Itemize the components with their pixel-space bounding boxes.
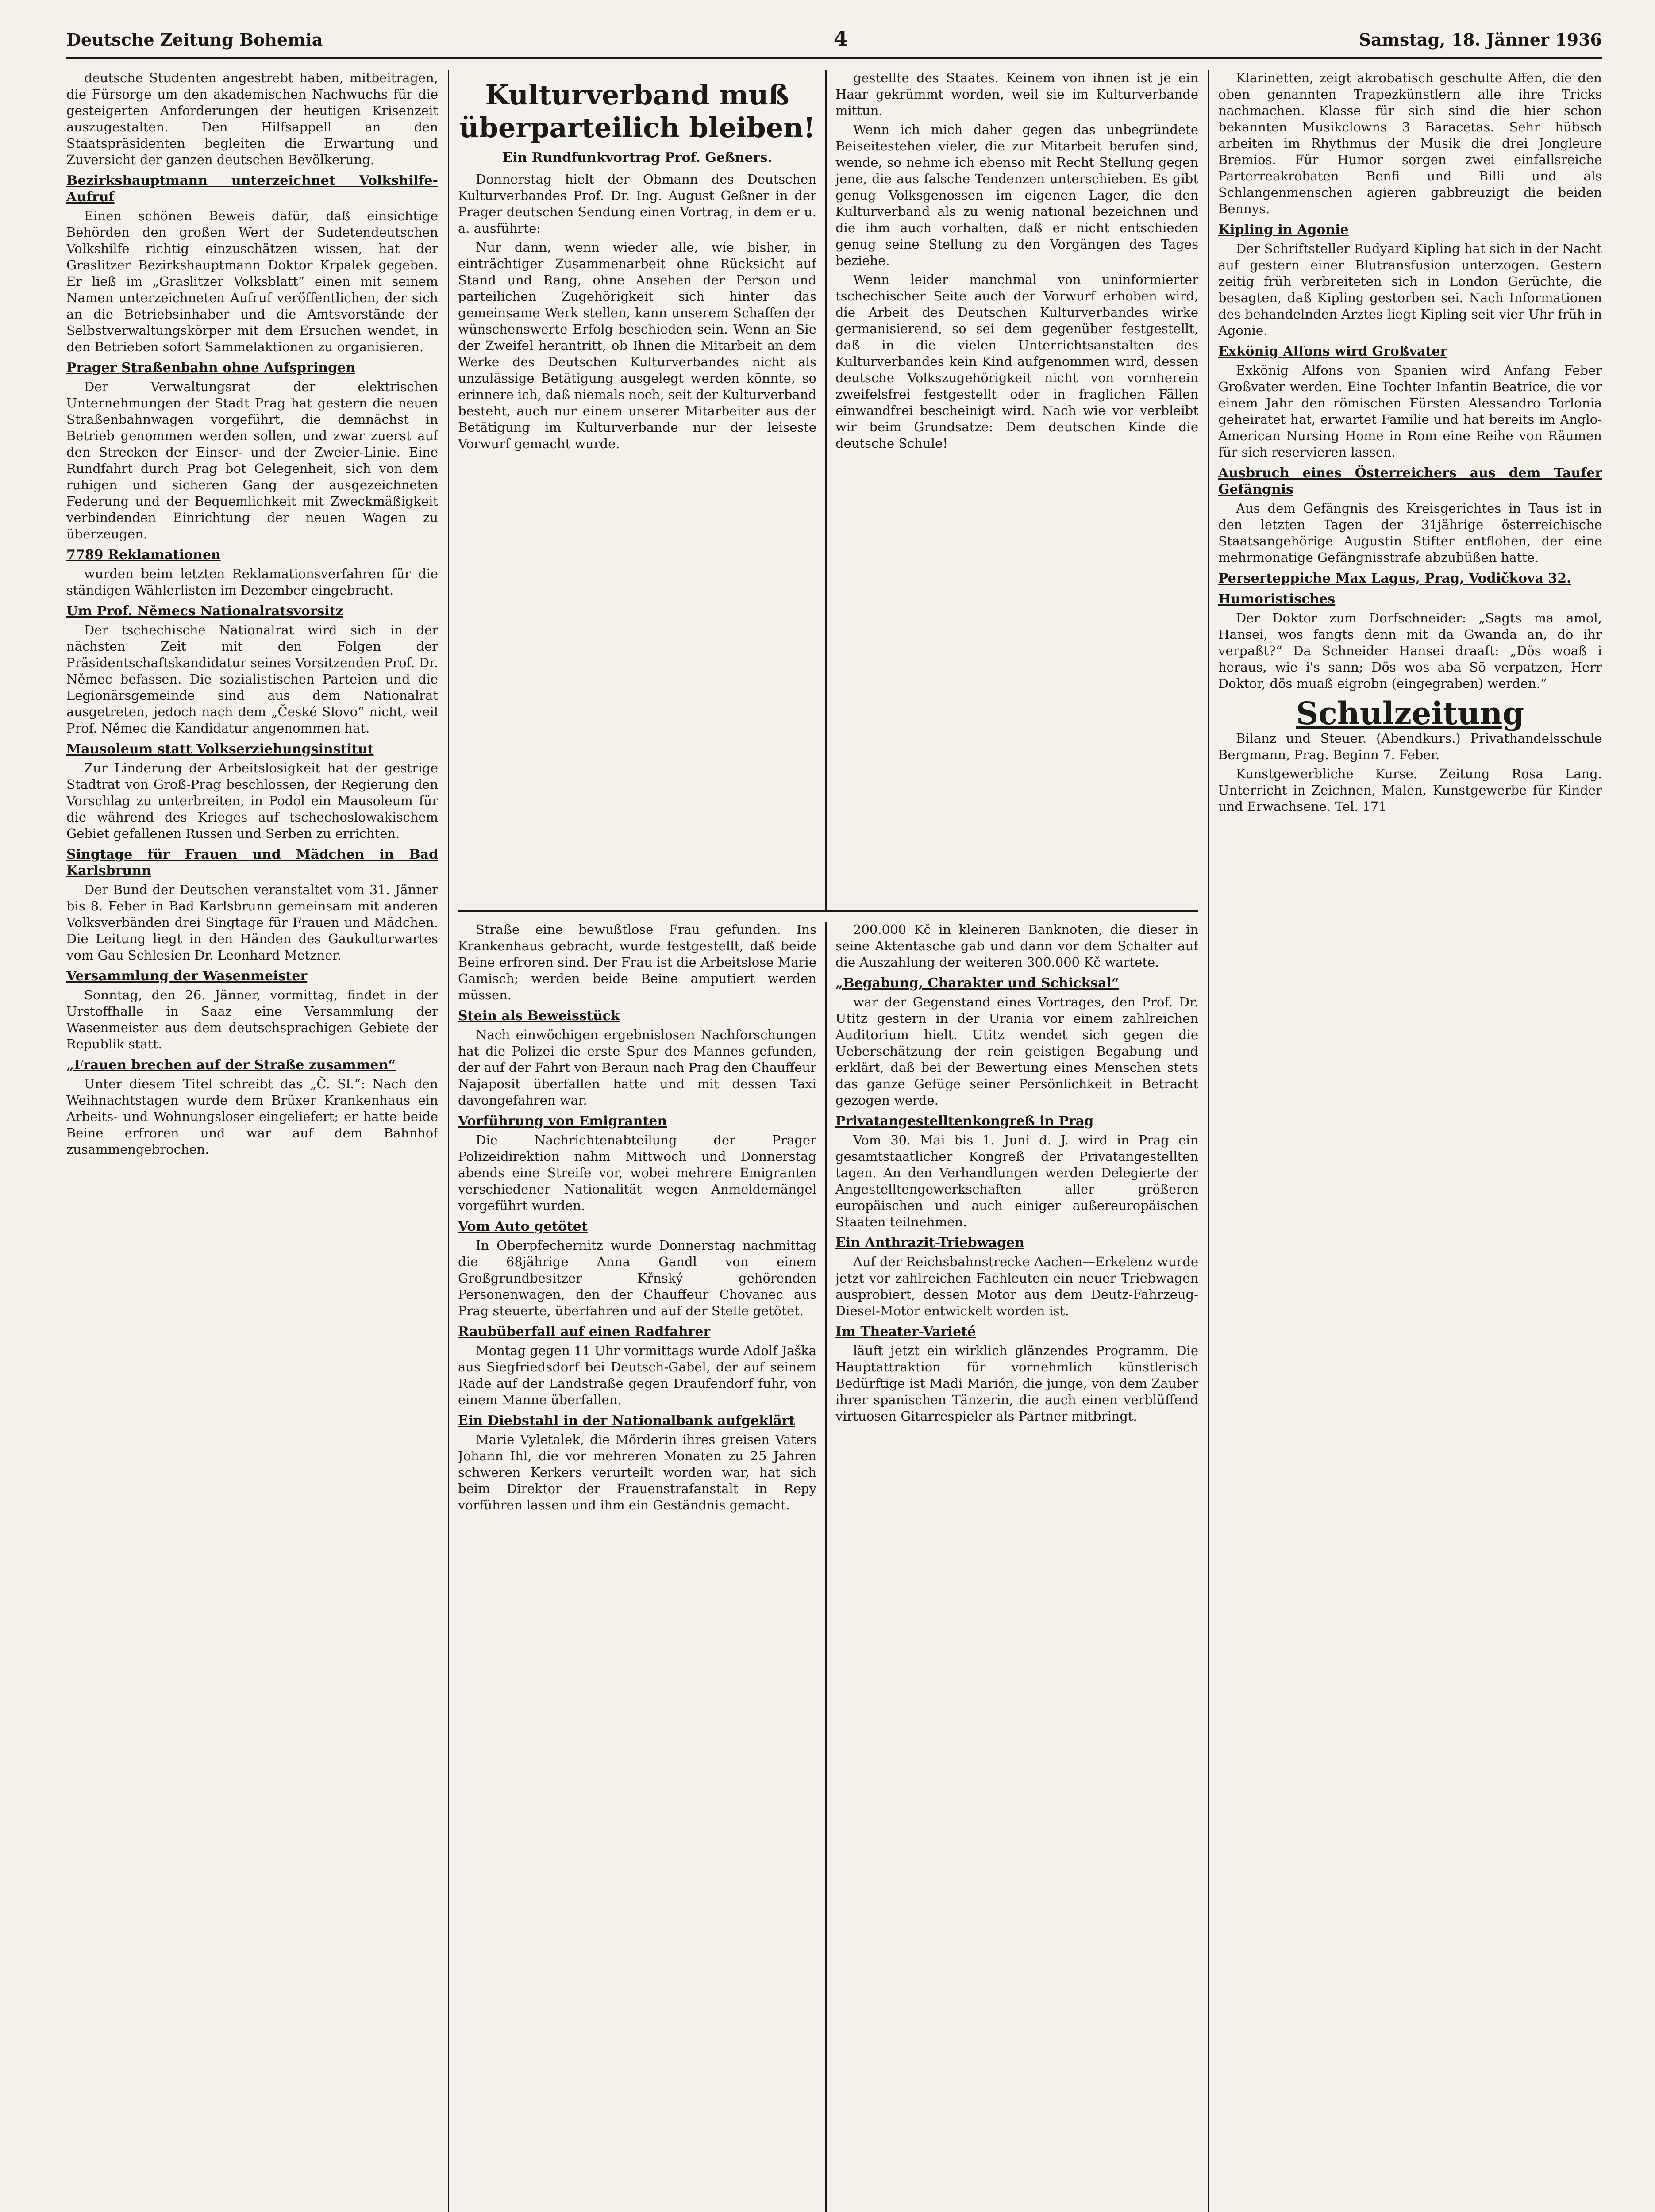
article-text: Auf der Reichsbahnstrecke Aachen—Erkelenz wurde jetzt vor zahlreichen Fachleuten ein neuer Triebwagen ausprobiert, dessen Motor aus dem Deutz-Fahrzeug-Diesel-Motor entwickelt worden ist. [835,1254,1198,1318]
article-text: Straße eine bewußtlose Frau gefunden. Ins Krankenhaus gebracht, wurde festgestellt, daß beide Beine erfroren sind. Der Frau ist die Arbeitslose Marie Gamisch; werden beide Beine amputiert werden müssen. [458,922,816,1002]
column-divider [825,70,827,910]
article-heading: „Begabung, Charakter und Schicksal“ [835,975,1120,991]
article-text: Aus dem Gefängnis des Kreisgerichtes in Taus ist in den letzten Tagen der 31jährige österreichische Staatsangehörige Augustin Stifter entflohen, der eine mehrmonatige Gefängnisstrafe abzubüßen hatte. [1218,501,1602,565]
article-heading: Mausoleum statt Volkserziehungsinstitut [66,741,374,757]
article-text: wurden beim letzten Reklamationsverfahren für die ständigen Wählerlisten im Dezember eingebracht. [66,566,438,598]
schulzeitung-title: Schulzeitung [1296,695,1524,732]
article-heading: Stein als Beweisstück [458,1008,620,1024]
article-text: Vom 30. Mai bis 1. Juni d. J. wird in Prag ein gesamtstaatlicher Kongreß der Privatangestellten tagen. An den Verhandlungen werden Delegierte der Angestelltengewerkschaften aller größeren europäischen und auch einiger außereuropäischen Staaten teilnehmen. [835,1133,1198,1229]
column-3-upper [835,70,1198,902]
article-text: Einen schönen Beweis dafür, daß einsichtige Behörden den großen Wert der Sudetendeutschen Volkshilfe richtig einzuschätzen wissen, hat der Graslitzer Bezirkshauptmann Doktor Krpalek gegeben. Er ließ im „Graslitzer Volksblatt“ einen mit seinem Namen unterzeichneten Aufruf veröffentlichen, der sich an die Betriebsinhaber und die Amtsvorstände der Selbstverwaltungskörper mit dem Ersuchen wendet, in den Betrieben sofort Sammelaktionen zu organisieren. [66,208,438,354]
article-heading: Versammlung der Wasenmeister [66,968,308,984]
article-text: war der Gegenstand eines Vortrages, den Prof. Dr. Utitz gestern in der Urania vor einem zahlreichen Auditorium hielt. Utitz wendet sich gegen die Ueberschätzung der rein geistigen Begabung und erklärt, daß bei der Bewertung eines Menschen stets das ganze Gefüge seiner Persönlichkeit in Betracht gezogen werde. [835,995,1198,1108]
article-text: Unter diesem Titel schreibt das „Č. Sl.“: Nach den Weihnachtstagen wurde dem Brüxer Krankenhaus ein Arbeits- und Wohnungsloser eingeliefert; er hatte beide Beine erfroren und war auf dem Bahnhof zusammengebrochen. [66,1076,438,1157]
article-heading: Raubüberfall auf einen Radfahrer [458,1324,711,1340]
article-text: Nur dann, wenn wieder alle, wie bisher, in einträchtiger Zusammenarbeit ohne Rücksicht auf Stand und Rang, ohne Ansehen der Person und parteilichen Zugehörigkeit sich hinter das gemeinsame Werk stellen, kann unserem Schaffen der wünschenswerte Erfolg beschieden sein. Wenn an Sie der Zweifel herantritt, ob Ihnen die Mitarbeit an dem Werke des Deutschen Kulturverbandes nicht als unzulässige Betätigung ausgelegt werden könnte, so erinnere ich, daß niemals noch, seit der Kulturverband besteht, auch nur einem unserer Mitarbeiter aus der Betätigung im Kulturverbande nur der leiseste Vorwurf gemacht wurde. [458,240,816,451]
article-heading: Vorführung von Emigranten [458,1114,667,1129]
page-number: 4 [834,27,848,50]
article-heading: Exkönig Alfons wird Großvater [1218,344,1447,359]
sub-headline: Ein Rundfunkvortrag Prof. Geßners. [502,150,772,165]
article-text: Bilanz und Steuer. (Abendkurs.) Privathandelsschule Bergmann, Prag. Beginn 7. Feber. [1218,731,1602,762]
article-text: Der Doktor zum Dorfschneider: „Sagts ma amol, Hansei, wos fangts denn mit da Gwanda an, do ihr verpaßt?“ Da Schneider Hansei draaft: „Dös woaß i heraus, wie i's sann; Dös wos aba Sö verpatzen, Herr Doktor, dös muaß eigrobn (eingegraben) werden.“ [1218,611,1602,691]
column-divider [448,70,449,2212]
article-text: Sonntag, den 26. Jänner, vormittag, findet in der Urstoffhalle in Saaz eine Versammlung der Wasenmeister aus dem deutschsprachigen Gebiete der Republik statt. [66,987,438,1052]
article-heading: Ein Diebstahl in der Nationalbank aufgeklärt [458,1413,795,1429]
article-text: Klarinetten, zeigt akrobatisch geschulte Affen, die den oben genannten Trapezkünstlern alle ihre Tricks nachmachen. Klasse für sich sind die hier schon bekannten Musikclowns 3 Baracetas. Sehr hübsch arbeiten im Rhythmus der Musik die drei Jongleure Bremios. Für Humor sorgen zwei einfallsreiche Parterreakrobaten Benfi und Billi und als Schlangenmenschen agieren gabbreuzigt die beiden Bennys. [1218,70,1602,216]
article-heading: Bezirkshauptmann unterzeichnet Volkshilfe-Aufruf [66,173,438,205]
column-2-upper [458,70,816,902]
article-text: Wenn leider manchmal von uninformierter tschechischer Seite auch der Vorwurf erhoben wird, die Arbeit des Deutschen Kulturverbandes wirke germanisierend, so sei dem gegenüber festgestellt, daß in die vielen Unterrichtsanstalten des Kulturverbandes kein Kind aufgenommen wird, dessen deutsche Volkszugehörigkeit nicht von vornherein zweifelsfrei festgestellt oder in fraglichen Fällen einwandfrei bescheinigt wird. Nach wie vor verbleibt wir beim Grundsatze: Dem deutschen Kinde die deutsche Schule! [835,272,1198,451]
article-heading: Perserteppiche Max Lagus, Prag, Vodičkova 32. [1218,571,1571,586]
main-headline: Kulturverband muß überparteilich bleiben! [459,79,816,144]
article-heading: Ein Anthrazit-Triebwagen [835,1235,1024,1251]
article-text: Der tschechische Nationalrat wird sich in der nächsten Zeit mit den Folgen der Präsidentschaftskandidatur seines Vorsitzenden Prof. Dr. Němec befassen. Die sozialistischen Parteien und die Legionärsgemeinde sind aus dem Nationalrat ausgetreten, jedoch nach dem „České Slovo“ nicht, weil Prof. Němec die Kandidatur angenommen hat. [66,622,438,736]
article-text: Wenn ich mich daher gegen das unbegründete Beiseitestehen vieler, die zur Mitarbeit berufen sind, wende, so nehme ich ebenso mit Recht Stellung gegen jene, die aus falsche Tendenzen unterschieben. Es gibt genug Volksgenossen im eigenen Lager, die den Kulturverband als zu wenig national bezeichnen und die ihm auch vorhalten, daß er nicht entschieden genug seine Stellung zu den Vorgängen des Tages beziehe. [835,122,1198,268]
article-heading: Im Theater-Varieté [835,1324,976,1340]
article-text: In Oberpfechernitz wurde Donnerstag nachmittag die 68jährige Anna Gandl von einem Großgrundbesitzer Křnský gehörenden Personenwagen, den der Chauffeur Chovanec aus Prag steuerte, überfahren und auf der Stelle getötet. [458,1238,816,1318]
column-4 [1218,70,1602,2212]
column-3-lower [835,922,1198,2212]
article-text: Zur Linderung der Arbeitslosigkeit hat der gestrige Stadtrat von Groß-Prag beschlossen, der Regierung den Vorschlag zu unterbreiten, in Podol ein Mausoleum für die während des Krieges auf tschechoslowakischem Gebiet gefallenen Russen und Serben zu errichten. [66,760,438,841]
article-heading: Ausbruch eines Österreichers aus dem Taufer Gefängnis [1218,465,1602,497]
article-text: Marie Vyletalek, die Mörderin ihres greisen Vaters Johann Ihl, die vor mehreren Monaten zu 25 Jahren schweren Kerkers verurteilt worden war, hat sich beim Direktor der Frauenstrafanstalt in Repy vorführen lassen und ihm ein Geständnis gemacht. [458,1432,816,1513]
masthead: Deutsche Zeitung Bohemia [66,30,323,50]
date-line: Samstag, 18. Jänner 1936 [1359,30,1602,50]
article-text: Der Bund der Deutschen veranstaltet vom 31. Jänner bis 8. Feber in Bad Karlsbrunn gemeinsam mit anderen Volksverbänden drei Singtage für Frauen und Mädchen. Die Leitung liegt in den Händen des Gaukulturwartes vom Gau Schlesien Dr. Leonhard Metzner. [66,882,438,963]
article-text: läuft jetzt ein wirklich glänzendes Programm. Die Hauptattraktion für vornehmlich künstlerisch Bedürftige ist Madi Marión, die junge, von dem Zauber ihrer spanischen Tänzerin, die auch einen verblüffend virtuosen Gitarrespieler als Partner mitbringt. [835,1343,1198,1424]
article-text: Exkönig Alfons von Spanien wird Anfang Feber Großvater werden. Eine Tochter Infantin Beatrice, die vor einem Jahr den römischen Fürsten Alessandro Torlonia geheiratet hat, erwartet Familie und hat bereits im Anglo-American Nursing Home in Rom eine Reihe von Räumen für sich reservieren lassen. [1218,363,1602,460]
article-heading: Prager Straßenbahn ohne Aufspringen [66,360,355,376]
article-heading: Vom Auto getötet [458,1219,588,1234]
article-text: Kunstgewerbliche Kurse. Zeitung Rosa Lang. Unterricht in Zeichnen, Malen, Kunstgewerbe für Kinder und Erwachsene. Tel. 171 [1218,766,1602,814]
article-text: Nach einwöchigen ergebnislosen Nachforschungen hat die Polizei die erste Spur des Mannes gefunden, der auf der Fahrt von Beraun nach Prag den Chauffeur Najaposit überfallen hatte und mit dessen Taxi davongefahren war. [458,1027,816,1108]
article-text: Montag gegen 11 Uhr vormittags wurde Adolf Jaška aus Siegfriedsdorf bei Deutsch-Gabel, der auf seinem Rade auf der Landstraße gegen Draufendorf fuhr, von einem Manne überfallen. [458,1343,816,1407]
article-columns [66,70,1602,2212]
article-heading: Singtage für Frauen und Mädchen in Bad Karlsbrunn [66,847,438,879]
section-divider [458,910,1198,912]
article-heading: Kipling in Agonie [1218,222,1349,238]
article-text: 200.000 Kč in kleineren Banknoten, die dieser in seine Aktentasche gab und dann vor dem Schalter auf die Auszahlung der weiteren 300.000 Kč wartete. [835,922,1198,970]
article-text: Donnerstag hielt der Obmann des Deutschen Kulturverbandes Prof. Dr. Ing. August Geßner in der Prager deutschen Sendung einen Vortrag, in dem er u. a. ausführte: [458,172,816,236]
article-heading: Um Prof. Němecs Nationalratsvorsitz [66,603,343,619]
column-2-lower [458,922,816,2212]
article-text: Der Schriftsteller Rudyard Kipling hat sich in der Nacht auf gestern einer Blutransfusion unterzogen. Gestern zeitig früh verbreiteten sich in London Gerüchte, die besagten, daß Kipling gestorben sei. Nach Informationen des behandelnden Arztes liegt Kipling seit vier Uhr früh in Agonie. [1218,241,1602,338]
column-divider [1208,70,1209,2212]
page-header [66,27,1602,59]
column-1 [66,70,438,2212]
article-heading: Privatangestelltenkongreß in Prag [835,1114,1094,1129]
article-text: Die Nachrichtenabteilung der Prager Polizeidirektion nahm Mittwoch und Donnerstag abends eine Streife vor, wobei mehrere Emigranten verschiedener Nationalität wegen Anmeldemängel vorgeführt wurden. [458,1133,816,1213]
article-text: gestellte des Staates. Keinem von ihnen ist je ein Haar gekrümmt worden, weil sie im Kulturverbande mittun. [835,70,1198,118]
article-heading: „Frauen brechen auf der Straße zusammen“ [66,1057,396,1073]
column-divider [825,922,827,2212]
article-heading: Humoristisches [1218,591,1336,607]
article-heading: 7789 Reklamationen [66,547,221,563]
article-text: Der Verwaltungsrat der elektrischen Unternehmungen der Stadt Prag hat gestern die neuen Straßenbahnwagen vorgeführt, die demnächst in Betrieb genommen werden sollen, und zwar zuerst auf den Strecken der Einser- und der Zweier-Linie. Eine Rundfahrt durch Prag bot Gelegenheit, sich von dem ruhigen und sicheren Gang der ausgezeichneten Federung und der Bequemlichkeit mit Zweckmäßigkeit verbindenden Einrichtung der neuen Wagen zu überzeugen. [66,379,438,541]
intro-text: deutsche Studenten angestrebt haben, mitbeitragen, die Fürsorge um den akademischen Nachwuchs für die gesteigerten Anforderungen der heutigen Krisenzeit auszugestalten. Den Hilfsappell an den Staatspräsidenten begleiten die Erwartung und Zuversicht der ganzen deutschen Bevölkerung. [66,70,438,167]
